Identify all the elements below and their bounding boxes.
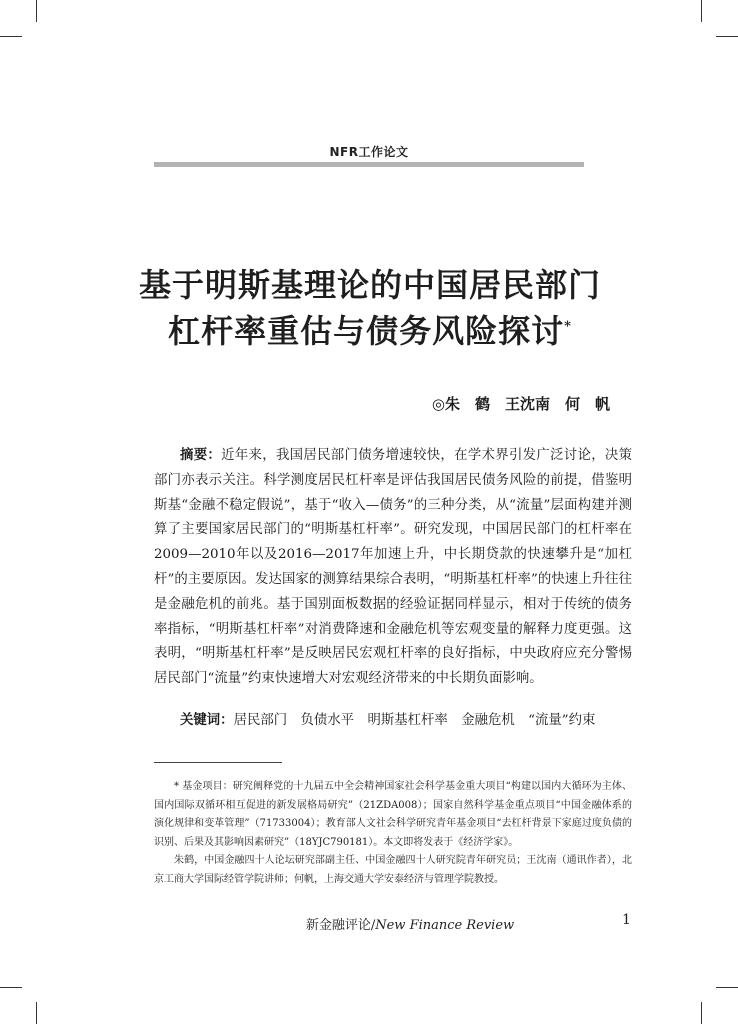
- crop-mark: [0, 36, 22, 37]
- keywords-text: 居民部门 负债水平 明斯基杠杆率 金融危机 “流量”约束: [233, 713, 596, 728]
- crop-mark: [0, 987, 22, 988]
- article-title: [120, 262, 620, 354]
- keywords: [180, 709, 595, 728]
- crop-mark: [701, 1002, 702, 1024]
- crop-mark: [36, 1002, 37, 1024]
- footnotes: [154, 778, 632, 890]
- keywords-label: 关键词：: [180, 713, 234, 728]
- crop-mark: [701, 0, 702, 22]
- footnote-fund: * 基金项目：研究阐释党的十九届五中全会精神国家社会科学基金重大项目“构建以国内大循环为主体、国内国际双循环相互促进的新发展格局研究”（21ZDA008）；国家自然科学基金重点项目“中国金融体系的演化规律和变革管理”（71733004）；教育部人文社会科学研究青年基金项目“去杠杆背景下家庭过度负债的识别、后果及其影响因素研究”（18YJC790181）。本文即将发表于《经济学家》。: [154, 781, 632, 848]
- page-number: 1: [622, 912, 631, 928]
- footer-journal-cn: 新金融评论: [305, 918, 371, 933]
- footer-separator: /: [370, 918, 376, 933]
- footnote-authors: 朱鹤，中国金融四十人论坛研究部副主任、中国金融四十人研究院青年研究员；王沈南（通讯作者），北京工商大学国际经管学院讲师；何帆，上海交通大学安泰经济与管理学院教授。: [154, 855, 632, 885]
- authors: ◎朱 鹤 王沈南 何 帆: [431, 395, 610, 413]
- crop-mark: [716, 987, 738, 988]
- crop-mark: [716, 36, 738, 37]
- title-line-1: 基于明斯基理论的中国居民部门: [138, 266, 601, 304]
- abstract: [154, 444, 632, 692]
- abstract-label: 摘要：: [180, 448, 222, 463]
- running-header: NFR工作论文: [329, 145, 409, 159]
- title-line-2-text: 杠杆率重估与债务风险探讨: [168, 312, 565, 350]
- header-rule: [154, 162, 584, 167]
- abstract-text: 近年来，我国居民部门债务增速较快，在学术界引发广泛讨论，决策部门亦表示关注。科学测度居民杠杆率是评估我国居民债务风险的前提，借鉴明斯基“金融不稳定假说”，基于“收入—债务”的三种分类，从“流量”层面构建并测算了主要国家居民部门的“明斯基杠杆率”。研究发现，中国居民部门的杠杆率在2009—2010年以及2016—2017年加速上升，中长期贷款的快速攀升是“加杠杆”的主要原因。发达国家的测算结果综合表明，“明斯基杠杆率”的快速上升往往是金融危机的前兆。基于国别面板数据的经验证据同样显示，相对于传统的债务率指标，“明斯基杠杆率”对消费降速和金融危机等宏观变量的解释力度更强。这表明，“明斯基杠杆率”是反映居民宏观杠杆率的良好指标，中央政府应充分警惕居民部门“流量”约束快速增大对宏观经济带来的中长期负面影响。: [154, 448, 633, 687]
- footer-journal: [260, 914, 560, 933]
- footnote-rule: [154, 762, 282, 763]
- crop-mark: [36, 0, 37, 22]
- footer-journal-en: New Finance Review: [375, 918, 515, 933]
- title-line-2: [120, 308, 620, 354]
- title-footnote-mark: *: [564, 319, 572, 334]
